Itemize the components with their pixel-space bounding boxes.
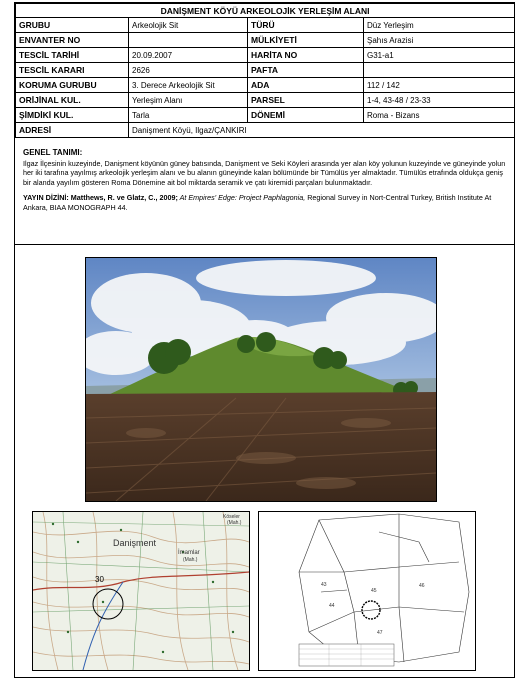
field-value: Arkeolojik Sit <box>129 18 248 33</box>
coordinate-table <box>299 644 394 666</box>
publication-reference <box>23 193 507 212</box>
field-label: TESCİL KARARI <box>16 63 129 78</box>
field-label: ADA <box>248 78 364 93</box>
map-mark-number: 30 <box>95 575 104 584</box>
field-label: ORİJİNAL KUL. <box>16 93 129 108</box>
description-section <box>23 148 507 213</box>
address-row <box>16 123 515 138</box>
reference-label: YAYIN DİZİNİ: <box>23 193 69 203</box>
field-label: ENVANTER NO <box>16 33 129 48</box>
info-row <box>16 63 515 78</box>
info-row <box>16 93 515 108</box>
field-value: Şahıs Arazisi <box>364 33 515 48</box>
cadastral-map <box>258 511 476 671</box>
field-label: MÜLKİYETİ <box>248 33 364 48</box>
field-value: Yerleşim Alanı <box>129 93 248 108</box>
field-value: Düz Yerleşim <box>364 18 515 33</box>
field-label: GRUBU <box>16 18 129 33</box>
field-label: ŞİMDİKİ KUL. <box>16 108 129 123</box>
parcel-label: 44 <box>329 603 335 609</box>
reference-details: Regional Survey in Nort-Central Turkey, British Institute At Ankara, BIAA MONOGRAPH 44. <box>23 193 492 212</box>
reference-title: At Empires' Edge: Project Paphlagonia, <box>177 193 306 203</box>
field-label: PAFTA <box>248 63 364 78</box>
field-label: TÜRÜ <box>248 18 364 33</box>
description-text: Ilgaz İlçesinin kuzeyinde, Danişment köyünün güney batısında, Danişment ve Seki Köyleri arasında yer alan köy yolunun kuzeyinde ve güneyinde yolun her iki tarafına yayılmış arkeolojik yerleşim alanı ve bu alanın güneyinde kalan bölümünde bir Tümülüs yer almaktadır. Tümülüs etrafında oldukça geniş bir alanda yayılım gösteren Roma Dönemine ait bol miktarda seramik ve çatı kiremidi parçaları bulunmaktadır. <box>23 158 506 187</box>
info-row <box>16 48 515 63</box>
address-label: ADRESİ <box>16 123 129 138</box>
info-row <box>16 18 515 33</box>
topographic-map-image <box>33 512 249 670</box>
cadastral-map-image <box>259 512 475 670</box>
field-label: HARİTA NO <box>248 48 364 63</box>
parcel-label: 45 <box>371 588 377 594</box>
record-sheet <box>14 2 515 678</box>
section-divider <box>15 244 514 245</box>
parcel-label: 46 <box>419 583 425 589</box>
field-value: 112 / 142 <box>364 78 515 93</box>
field-value <box>129 33 248 48</box>
field-value: 3. Derece Arkeolojik Sit <box>129 78 248 93</box>
info-table <box>15 3 515 138</box>
map-label-danisment: Danişment <box>113 538 157 548</box>
field-value: Roma - Bizans <box>364 108 515 123</box>
field-value: G31-a1 <box>364 48 515 63</box>
address-value: Danişment Köyü, Ilgaz/ÇANKIRI <box>129 123 515 138</box>
parcel-label: 47 <box>377 630 383 636</box>
info-row <box>16 78 515 93</box>
field-label: DÖNEMİ <box>248 108 364 123</box>
field-value: 2626 <box>129 63 248 78</box>
field-value: Tarla <box>129 108 248 123</box>
map-label-imamlar: İmamlar <box>178 550 200 556</box>
field-label: PARSEL <box>248 93 364 108</box>
topographic-map <box>32 511 250 671</box>
parcel-label: 43 <box>321 582 327 588</box>
field-value <box>364 63 515 78</box>
info-row <box>16 108 515 123</box>
info-row <box>16 33 515 48</box>
field-value: 1-4, 43-48 / 23-33 <box>364 93 515 108</box>
sheet-title: DANİŞMENT KÖYÜ ARKEOLOJİK YERLEŞİM ALANI <box>16 4 515 18</box>
field-label: KORUMA GURUBU <box>16 78 129 93</box>
site-photo <box>85 257 437 502</box>
tumulus-photo-image <box>86 258 436 501</box>
map-label-koseler-sub: (Mah.) <box>227 520 242 526</box>
field-value: 20.09.2007 <box>129 48 248 63</box>
field-label: TESCİL TARİHİ <box>16 48 129 63</box>
info-rows <box>16 18 515 123</box>
description-heading: GENEL TANIMI: <box>23 148 83 157</box>
title-row <box>16 4 515 18</box>
map-label-imamlar-sub: (Mah.) <box>183 557 198 563</box>
reference-author: Matthews, R. ve Glatz, C., 2009; <box>68 193 178 203</box>
map-label-koseler: Köseler <box>223 514 240 520</box>
